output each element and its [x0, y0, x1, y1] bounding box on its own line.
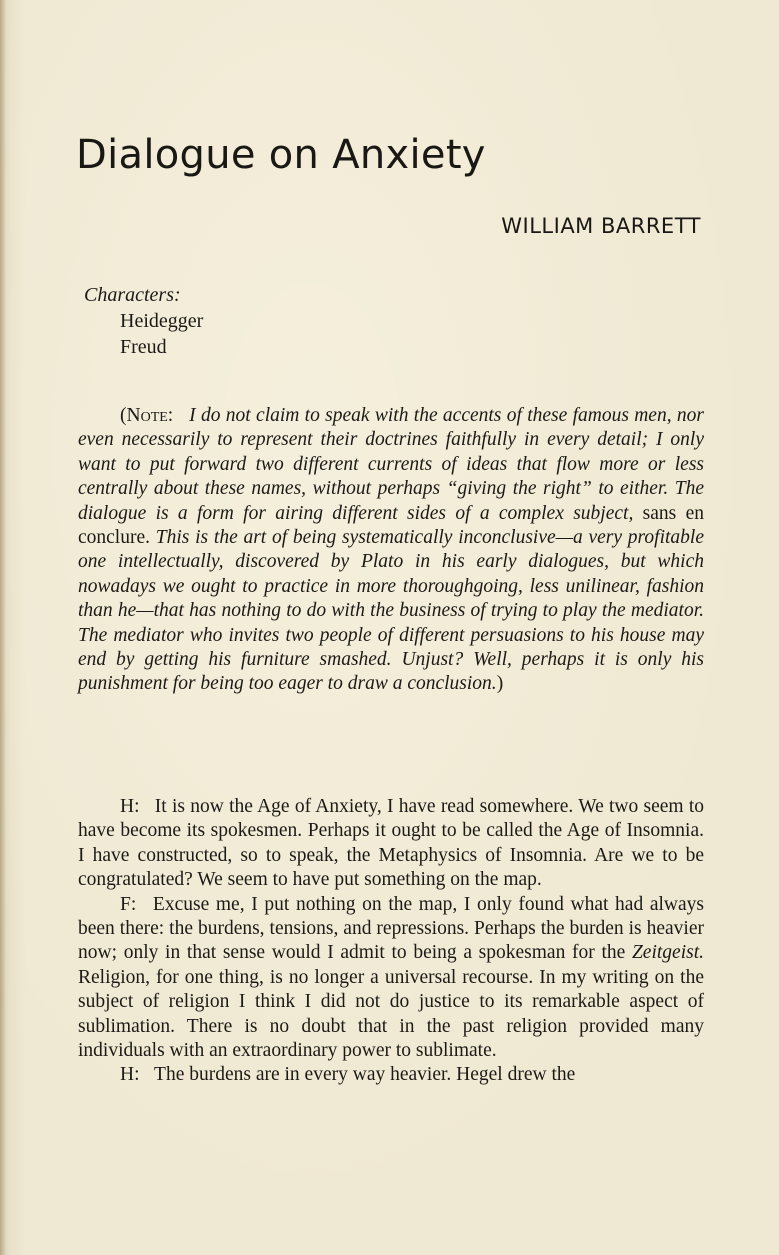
article-title: Dialogue on Anxiety [76, 132, 486, 178]
dialogue-paragraph [78, 893, 704, 1064]
note-text-roman: sans en conclure. [78, 502, 704, 549]
dialogue-body [78, 795, 704, 1088]
note-close-paren: ) [496, 673, 504, 695]
characters-label: Characters: [84, 284, 181, 306]
note-label: Note [126, 405, 168, 426]
dialogue-text: Excuse me, I put nothing on the map, I only found what had always been there: the burdens, tensions, and repressions. Perhaps the burden is heavier now; only in that sense would I admit to being a spokesman for the [78, 893, 705, 964]
note-text-italic: This is the art of being systematically inconclusive—a very profitable one intellectually, discovered by Plato in his early dialogues, but which nowadays we ought to practice in more thoroughgoing, less unilinear, fashion than he—that has nothing to do with the business of trying to play the mediator. The mediator who invites two people of different persuasions to his house may end by getting his furniture smashed. Unjust? Well, perhaps it is only his punishment for being too eager to draw a conclusion. [78, 527, 705, 695]
character-name: Heidegger [120, 310, 204, 332]
character-name: Freud [120, 336, 167, 358]
dialogue-paragraph [78, 795, 704, 893]
author-note [78, 404, 704, 697]
dialogue-paragraph [78, 1063, 704, 1087]
speaker-label: F: [120, 893, 137, 915]
note-colon: : [167, 405, 174, 426]
note-text-italic: I do not claim to speak with the accents of these famous men, nor even necessarily to represent their doctrines faithfully in every detail; I only want to put forward two different currents of ideas that flow more or less centrally about these names, without perhaps “giving the right” to either. The dialogue is a form for airing different sides of a complex subject, [78, 405, 704, 524]
characters-list [84, 282, 203, 360]
author-name: WILLIAM BARRETT [501, 214, 701, 238]
characters-names [84, 308, 203, 360]
speaker-label: H: [120, 796, 140, 817]
dialogue-text: It is now the Age of Anxiety, I have read somewhere. We two seem to have become its spokesmen. Perhaps it ought to be called the Age of Insomnia. I have constructed, so to speak, the Metaphysics of Insomnia. Are we to be congratulated? We seem to have put something on the map. [78, 796, 705, 891]
dialogue-text: Religion, for one thing, is no longer a universal recourse. In my writing on the subject of religion I think I did not do justice to its remarkable aspect of sublimation. There is no doubt that in the past religion provided many individuals with an extraordinary power to sublimate. [78, 966, 704, 1062]
dialogue-text-italic: Zeitgeist. [631, 942, 704, 964]
note-open-paren: ( [120, 405, 127, 426]
speaker-label: H: [120, 1064, 140, 1086]
dialogue-text: The burdens are in every way heavier. Hegel drew the [154, 1064, 576, 1086]
page-edge-shadow [0, 0, 6, 1255]
